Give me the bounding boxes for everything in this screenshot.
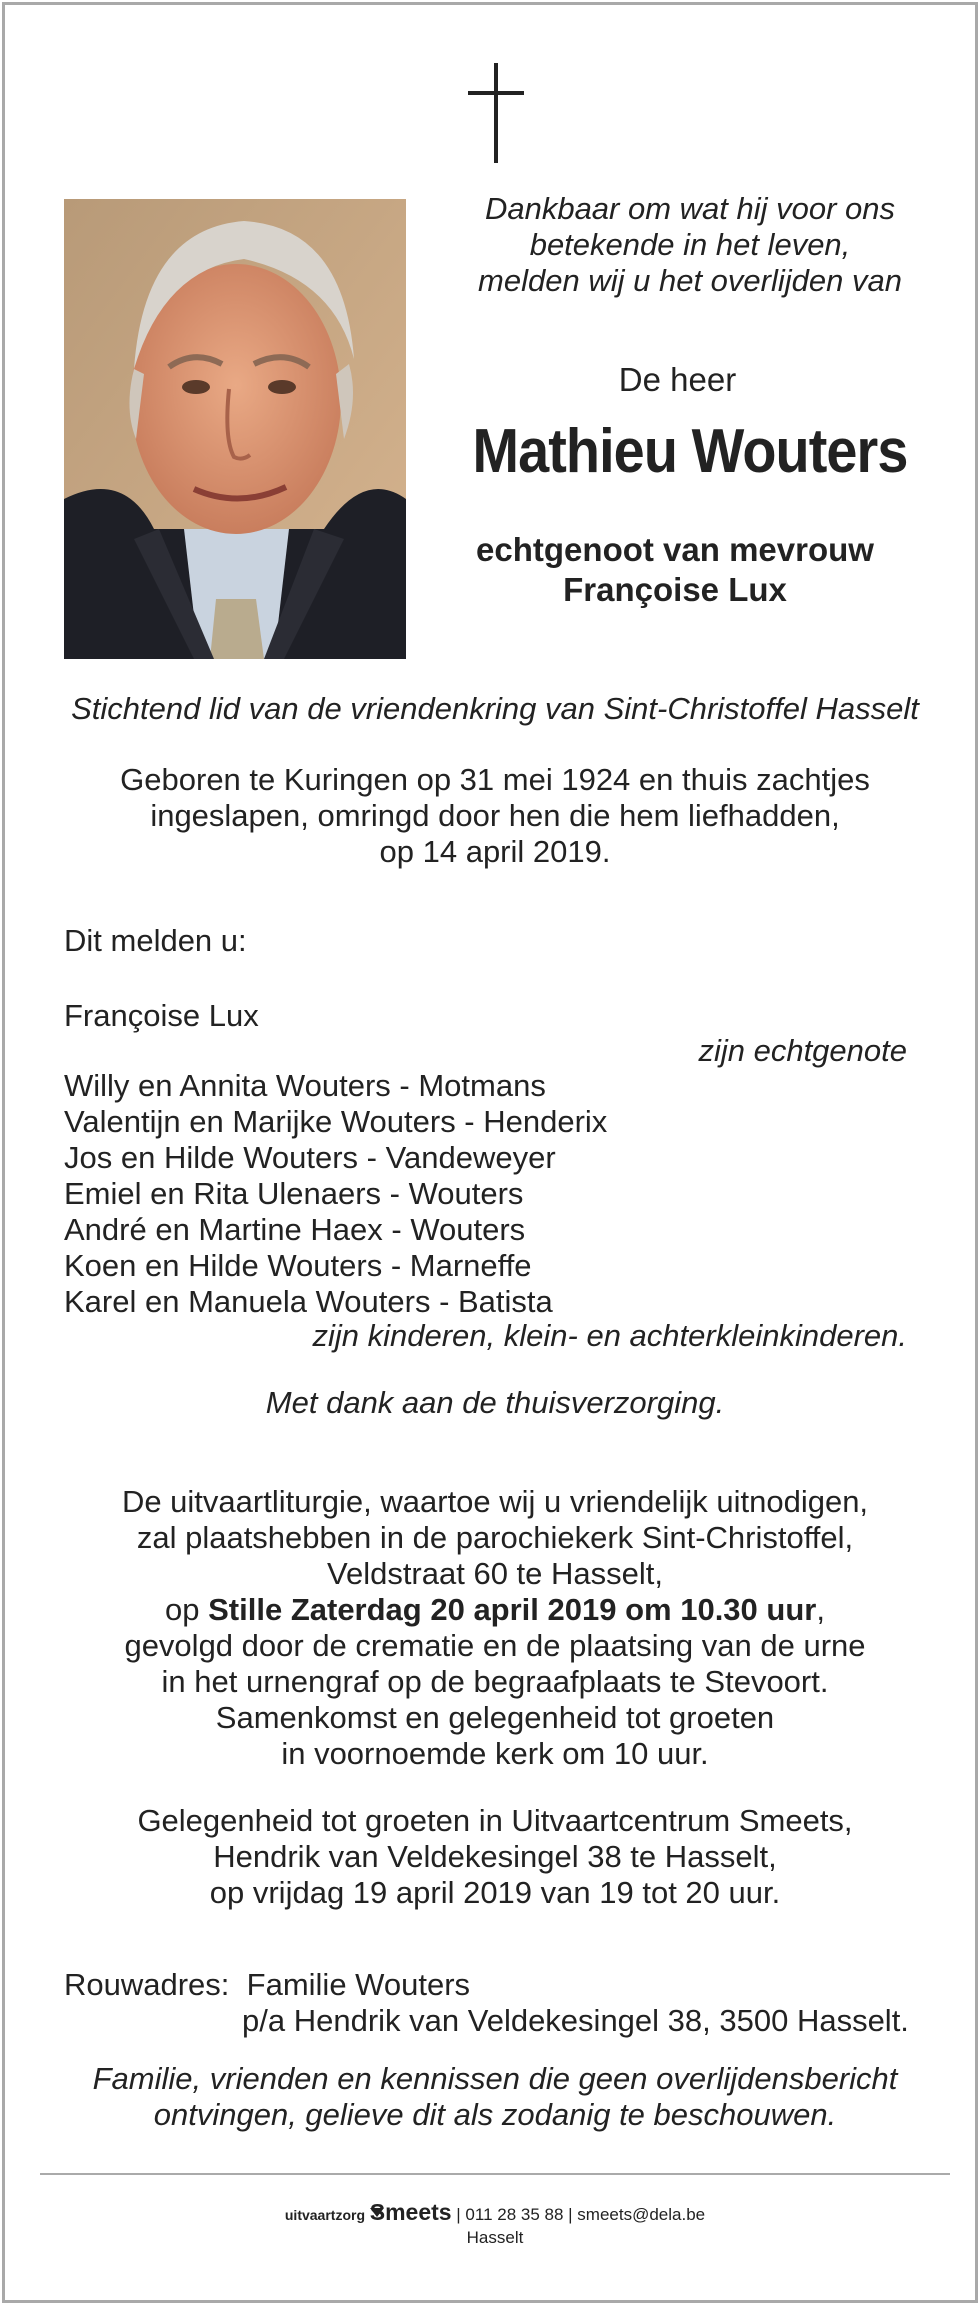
footer-line xyxy=(45,2201,945,2226)
spouse-name: Françoise Lux xyxy=(64,998,259,1033)
born-line: ingeslapen, omringd door hen die hem liefhadden, xyxy=(150,798,840,833)
spouse-role: zijn echtgenote xyxy=(698,1033,907,1068)
funeral-line: Samenkomst en gelegenheid tot groeten xyxy=(215,1700,775,1735)
intro-line: melden wij u het overlijden van xyxy=(478,263,902,298)
funeral-date-line xyxy=(65,1592,925,1628)
rouw-name: Familie Wouters xyxy=(246,1967,471,2002)
birth-death-text xyxy=(65,762,925,870)
spouse-line-1: echtgenoot van mevrouw xyxy=(476,531,874,568)
mourning-address xyxy=(64,1967,934,2039)
closing-line: Familie, vrienden en kennissen die geen overlijdensbericht xyxy=(92,2061,898,2096)
born-line: Geboren te Kuringen op 31 mei 1924 en thuis zachtjes xyxy=(120,762,870,797)
intro-text xyxy=(445,191,935,299)
funeral-line: in voornoemde kerk om 10 uur. xyxy=(281,1736,709,1771)
list-item: André en Martine Haex - Wouters xyxy=(64,1212,526,1247)
list-item: Karel en Manuela Wouters - Batista xyxy=(64,1284,553,1319)
greeting-details xyxy=(65,1803,925,1911)
funeral-date: Stille Zaterdag 20 april 2019 om 10.30 uur xyxy=(208,1592,817,1627)
honorific: De heer xyxy=(618,361,737,398)
footer-city: Hasselt xyxy=(466,2228,524,2247)
intro-line: betekende in het leven, xyxy=(529,227,851,262)
closing-note xyxy=(45,2061,945,2133)
funeral-line: gevolgd door de crematie en de plaatsing van de urne xyxy=(124,1628,866,1663)
brand-tagline: uitvaartzorg xyxy=(284,2207,365,2223)
funeral-date-prefix: op xyxy=(165,1592,209,1627)
greet-line: Gelegenheid tot groeten in Uitvaartcentrum Smeets, xyxy=(137,1803,853,1838)
greet-line: Hendrik van Veldekesingel 38 te Hasselt, xyxy=(213,1839,777,1874)
spouse-line-2: Françoise Lux xyxy=(563,571,787,608)
list-item: Emiel en Rita Ulenaers - Wouters xyxy=(64,1176,524,1211)
rouw-address: p/a Hendrik van Veldekesingel 38, 3500 Hasselt. xyxy=(242,2003,909,2038)
funeral-line: Veldstraat 60 te Hasselt, xyxy=(326,1556,664,1591)
list-item: Jos en Hilde Wouters - Vandeweyer xyxy=(64,1140,556,1175)
greet-line: op vrijdag 19 april 2019 van 19 tot 20 uur. xyxy=(209,1875,781,1910)
funeral-details xyxy=(65,1484,925,1772)
footer xyxy=(45,2201,945,2250)
list-item: Koen en Hilde Wouters - Marneffe xyxy=(64,1248,532,1283)
intro-line: Dankbaar om wat hij voor ons xyxy=(484,191,896,226)
closing-line: ontvingen, gelieve dit als zodanig te beschouwen. xyxy=(153,2097,837,2132)
funeral-line: in het urnengraf op de begraafplaats te Stevoort. xyxy=(161,1664,829,1699)
footer-contact: | 011 28 35 88 | smeets@dela.be xyxy=(451,2205,706,2224)
list-item: Willy en Annita Wouters - Motmans xyxy=(64,1068,546,1103)
list-item: Valentijn en Marijke Wouters - Henderix xyxy=(64,1104,608,1139)
rouw-line-1 xyxy=(64,1967,934,2003)
children-list xyxy=(64,1068,607,1320)
announce-label: Dit melden u: xyxy=(64,923,247,958)
children-role: zijn kinderen, klein- en achterkleinkinderen. xyxy=(312,1318,907,1353)
founder-note: Stichtend lid van de vriendenkring van Sint-Christoffel Hasselt xyxy=(71,691,919,726)
born-line: op 14 april 2019. xyxy=(379,834,611,869)
funeral-line: De uitvaartliturgie, waartoe wij u vriendelijk uitnodigen, xyxy=(121,1484,869,1519)
obituary-card xyxy=(2,2,978,2303)
thanks-note: Met dank aan de thuisverzorging. xyxy=(265,1385,725,1420)
cross-icon xyxy=(468,63,524,163)
funeral-date-suffix: , xyxy=(816,1592,825,1627)
divider xyxy=(40,2173,950,2175)
rouw-label: Rouwadres: xyxy=(64,1967,230,2002)
portrait-photo xyxy=(64,199,406,659)
brand-name: Smeets xyxy=(369,2199,452,2225)
spouse-line xyxy=(445,530,905,610)
funeral-line: zal plaatshebben in de parochiekerk Sint-Christoffel, xyxy=(136,1520,854,1555)
deceased-name: Mathieu Wouters xyxy=(472,417,908,486)
